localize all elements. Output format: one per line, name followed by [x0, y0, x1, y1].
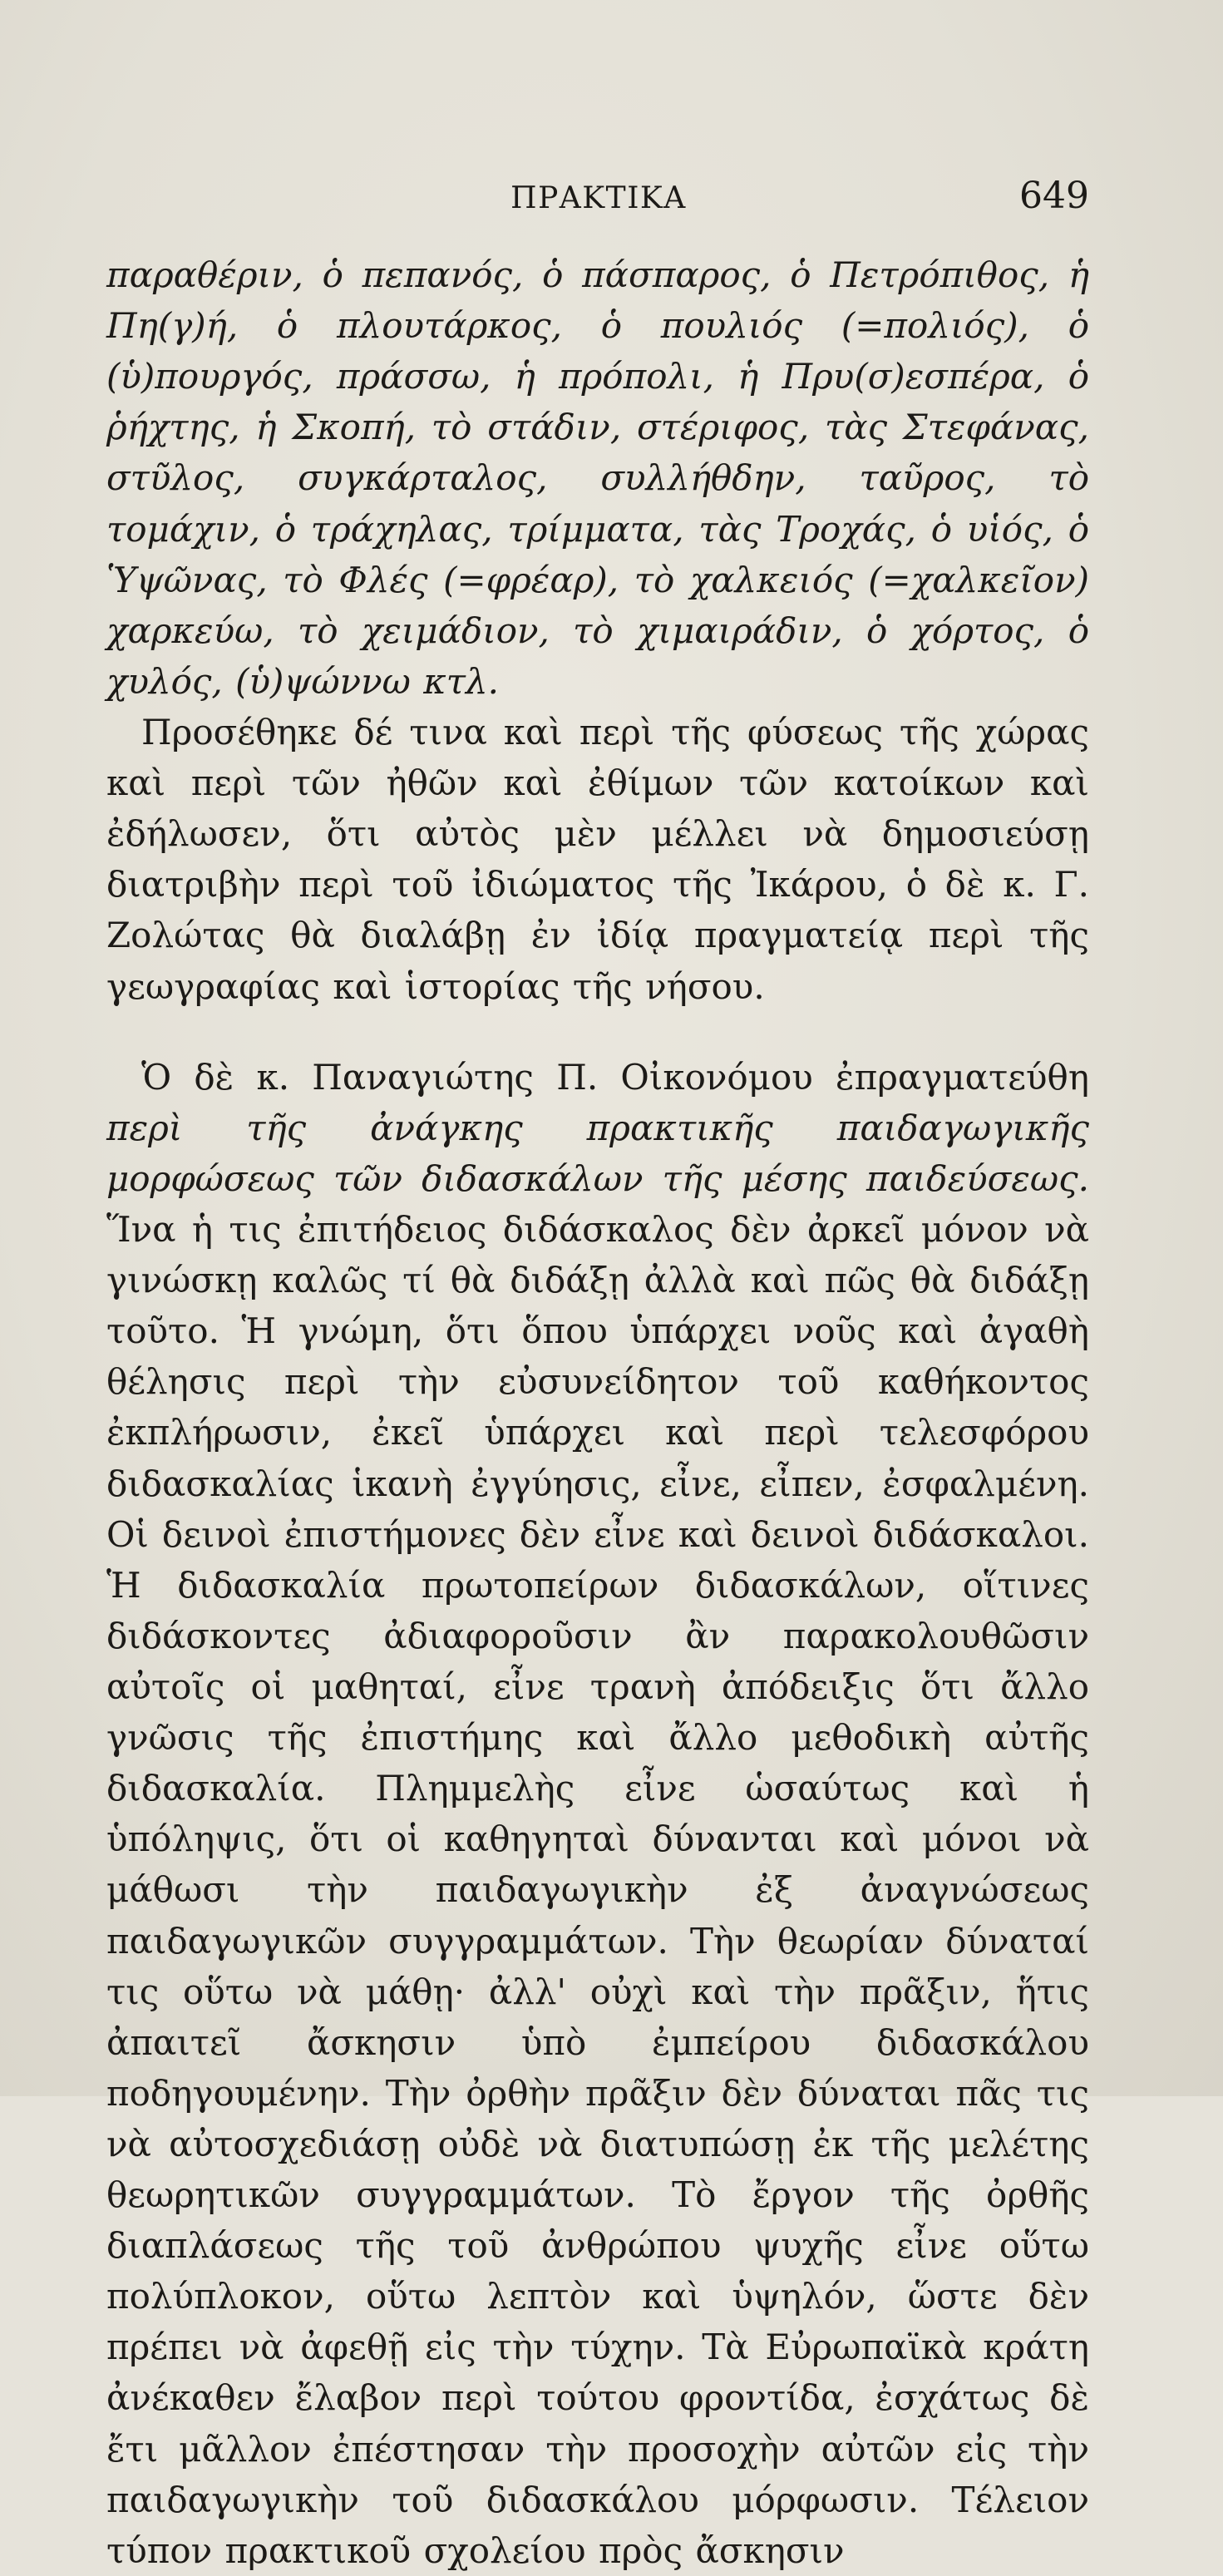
page-header [108, 175, 1089, 225]
paragraph-lead: Ὁ δὲ κ. Παναγιώτης Π. Οἰκονόμου ἐπραγματεύθη [141, 1056, 1089, 1098]
lecture-title: περὶ τῆς ἀνάγκης πρακτικῆς παιδαγωγικῆς μορφώσεως τῶν διδασκάλων τῆς μέσης παιδεύσεως. [106, 1107, 1089, 1199]
word-list-paragraph: παραθέριν, ὁ πεπανός, ὁ πάσπαρος, ὁ Πετρόπιθος, ἡ Πη(γ)ή, ὁ πλουτάρκος, ὁ πουλιός (=πολιός), ὁ (ὑ)πουργός, πράσσω, ἡ πρόπολι, ἡ Πρυ(σ)εσπέρα, ὁ ῥήχτης, ἡ Σκοπή, τὸ στάδιν, στέριφος, τὰς Στεφάνας, στῦλος, συγκάρταλος, συλλήθδην, ταῦρος, τὸ τομάχιν, ὁ τράχηλας, τρίμματα, τὰς Τροχάς, ὁ υἱός, ὁ Ὑψῶνας, τὸ Φλές (=φρέαρ), τὸ χαλκειός (=χαλκεῖον) χαρκεύω, τὸ χειμάδιον, τὸ χιμαιράδιν, ὁ χόρτος, ὁ χυλός, (ὑ)ψώννω κτλ. [106, 254, 1089, 702]
body-text [106, 249, 1089, 2576]
running-title: ΠΡΑΚΤΙΚΑ [510, 181, 687, 215]
page-number: 649 [1019, 175, 1089, 217]
paragraph-ikaria-notes: Προσέθηκε δέ τινα καὶ περὶ τῆς φύσεως τῆς χώρας καὶ περὶ τῶν ἠθῶν καὶ ἐθίμων τῶν κατοίκων καὶ ἐδήλωσεν, ὅτι αὐτὸς μὲν μέλλει νὰ δημοσιεύσῃ διατριβὴν περὶ τοῦ ἰδιώματος τῆς Ἰκάρου, ὁ δὲ κ. Γ. Ζολώτας θὰ διαλάβῃ ἐν ἰδίᾳ πραγματείᾳ περὶ τῆς γεωγραφίας καὶ ἱστορίας τῆς νήσου. [106, 711, 1089, 1007]
paragraph-oikonomou [106, 1052, 1089, 2576]
paragraph-body: Ἵνα ἡ τις ἐπιτήδειος διδάσκαλος δὲν ἀρκεῖ μόνον νὰ γινώσκῃ καλῶς τί θὰ διδάξῃ ἀλλὰ καὶ πῶς θὰ διδάξῃ τοῦτο. Ἡ γνώμη, ὅτι ὅπου ὑπάρχει νοῦς καὶ ἀγαθὴ θέλησις περὶ τὴν εὐσυνείδητον τοῦ καθήκοντος ἐκπλήρωσιν, ἐκεῖ ὑπάρχει καὶ περὶ τελεσφόρου διδασκαλίας ἱκανὴ ἐγγύησις, εἶνε, εἶπεν, ἐσφαλμένη. Οἱ δεινοὶ ἐπιστήμονες δὲν εἶνε καὶ δεινοὶ διδάσκαλοι. Ἡ διδασκαλία πρωτοπείρων διδασκάλων, οἵτινες διδάσκοντες ἀδιαφοροῦσιν ἂν παρακολουθῶσιν αὐτοῖς οἱ μαθηταί, εἶνε τρανὴ ἀπόδειξις ὅτι ἄλλο γνῶσις τῆς ἐπιστήμης καὶ ἄλλο μεθοδικὴ αὐτῆς διδασκαλία. Πλημμελὴς εἶνε ὡσαύτως καὶ ἡ ὑπόληψις, ὅτι οἱ καθηγηταὶ δύνανται καὶ μόνοι νὰ μάθωσι τὴν παιδαγωγικὴν ἐξ ἀναγνώσεως παιδαγωγικῶν συγγραμμάτων. Τὴν θεωρίαν δύναταί τις οὕτω νὰ μάθῃ· ἀλλ' οὐχὶ καὶ τὴν πρᾶξιν, ἥτις ἀπαιτεῖ ἄσκησιν ὑπὸ ἐμπείρου διδασκάλου ποδηγουμένην. Τὴν ὀρθὴν πρᾶξιν δὲν δύναται πᾶς τις νὰ αὐτοσχεδιάσῃ οὐδὲ νὰ διατυπώσῃ ἐκ τῆς μελέτης θεωρητικῶν συγγραμμάτων. Τὸ ἔργον τῆς ὀρθῆς διαπλάσεως τῆς τοῦ ἀνθρώπου ψυχῆς εἶνε οὕτω πολύπλοκον, οὕτω λεπτὸν καὶ ὑψηλόν, ὥστε δὲν πρέπει νὰ ἀφεθῇ εἰς τὴν τύχην. Τὰ Εὐρωπαϊκὰ κράτη ἀνέκαθεν ἔλαβον περὶ τούτου φροντίδα, ἐσχάτως δὲ ἔτι μᾶλλον ἐπέστησαν τὴν προσοχὴν αὐτῶν εἰς τὴν παιδαγωγικὴν τοῦ διδασκάλου μόρφωσιν. Τέλειον τύπον πρακτικοῦ σχολείου πρὸς ἄσκησιν [106, 1208, 1089, 2571]
